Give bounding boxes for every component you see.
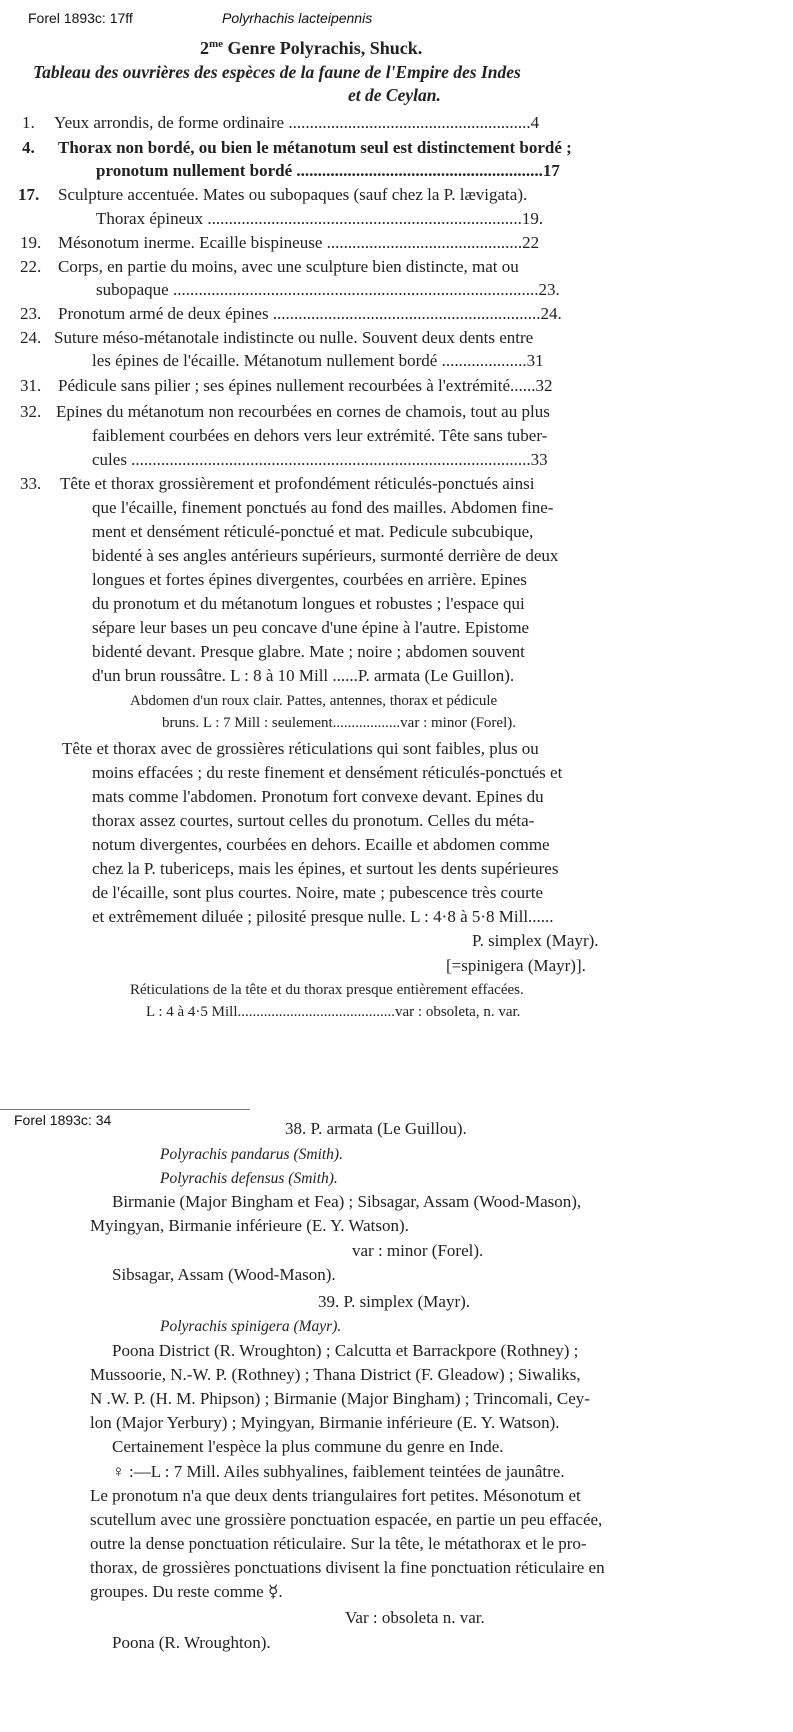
simplex-localities: Mussoorie, N.-W. P. (Rothney) ; Thana District (F. Gleadow) ; Siwaliks, [90, 1365, 581, 1384]
key-num: 17. [18, 185, 40, 204]
key-line: du pronotum et du métanotum longues et robustes ; l'espace qui [92, 594, 525, 613]
key-line: Epines du métanotum non recourbées en cornes de chamois, tout au plus [56, 402, 550, 421]
var-obsoleta-line2: L : 4 à 4·5 Mill..........................................var : obsoleta, n. var. [146, 1004, 521, 1020]
key-num: 24. [20, 328, 42, 347]
simplex-line: Tête et thorax avec de grossières réticulations qui sont faibles, plus ou [62, 739, 539, 758]
genus-title: $2^{me}$ Genre Polyrachis, Shuck. [200, 38, 423, 58]
simplex-heading: 39. P. simplex (Mayr). [318, 1292, 471, 1311]
simplex-line: mats comme l'abdomen. Pronotum fort convexe devant. Epines du [92, 787, 544, 806]
key-line: Thorax non bordé, ou bien le métanotum seul est distinctement bordé ; [58, 138, 572, 157]
female-description: thorax, de grossières ponctuations divisent la fine ponctuation réticulaire en [90, 1558, 605, 1577]
minor-locality: Sibsagar, Assam (Wood-Mason). [112, 1265, 336, 1284]
key-line: cules ..............................................................................................33 [92, 450, 548, 469]
var-minor-line1: Abdomen d'un roux clair. Pattes, antennes, thorax et pédicule [130, 693, 498, 709]
female-description: ♀ :—L : 7 Mill. Ailes subhyalines, faiblement teintées de jaunâtre. [112, 1462, 565, 1481]
female-description: outre la dense ponctuation réticulaire. Sur la tête, le métathorax et le pro- [90, 1534, 587, 1553]
table-title-line1: Tableau des ouvrières des espèces de la faune de l'Empire des Indes [33, 62, 521, 82]
key-num: 32. [20, 402, 42, 421]
key-line: Suture méso-métanotale indistincte ou nulle. Souvent deux dents entre [54, 328, 534, 347]
key-line: pronotum nullement bordé ..........................................................17 [96, 161, 560, 180]
key-line: d'un brun roussâtre. L : 8 à 10 Mill ......P. armata (Le Guillon). [92, 666, 515, 685]
key-line: bidenté à ses angles antérieurs supérieurs, surmonté derrière de deux [92, 546, 559, 565]
key-line: Sculpture accentuée. Mates ou subopaques (sauf chez la P. lævigata). [58, 185, 528, 204]
key-line: Thorax épineux ..........................................................................19. [96, 209, 544, 228]
key-num: 4. [22, 138, 35, 157]
species-name: Polyrhachis lacteipennis [222, 10, 373, 26]
table-title-line2: et de Ceylan. [348, 85, 441, 105]
key-line: subopaque ......................................................................................23. [96, 280, 560, 299]
key-line: Pédicule sans pilier ; ses épines nullement recourbées à l'extrémité......32 [58, 376, 553, 395]
key-line: que l'écaille, finement ponctués au fond des mailles. Abdomen fine- [92, 498, 554, 517]
simplex-line: moins effacées ; du reste finement et densément réticulés-ponctués et [92, 763, 563, 782]
key-num: 19. [20, 233, 42, 252]
simplex-localities: lon (Major Yerbury) ; Myingyan, Birmanie inférieure (E. Y. Watson). [90, 1413, 560, 1432]
key-num: 22. [20, 257, 42, 276]
armata-localities: Birmanie (Major Bingham et Fea) ; Sibsagar, Assam (Wood-Mason), [112, 1192, 582, 1211]
var-obsoleta-line1: Réticulations de la tête et du thorax presque entièrement effacées. [130, 982, 524, 998]
simplex-synonym: [=spinigera (Mayr)]. [446, 956, 586, 975]
synonym: Polyrachis pandarus (Smith). [160, 1146, 343, 1163]
key-line: Yeux arrondis, de forme ordinaire .........................................................4 [54, 113, 540, 132]
simplex-line: thorax assez courtes, surtout celles du pronotum. Celles du méta- [92, 811, 535, 830]
source-reference: Forel 1893c: 17ff [28, 10, 133, 26]
simplex-line: notum divergentes, courbées en dehors. Ecaille et abdomen comme [92, 835, 550, 854]
section-divider [0, 1109, 250, 1110]
var-minor-line2: bruns. L : 7 Mill : seulement..................var : minor (Forel). [162, 715, 516, 731]
simplex-line: chez la P. tubericeps, mais les épines, et surtout les dents supérieures [92, 859, 559, 878]
synonym: Polyrachis defensus (Smith). [160, 1170, 338, 1187]
second-source-reference: Forel 1893c: 34 [14, 1112, 112, 1128]
key-line: Tête et thorax grossièrement et profondément réticulés-ponctués ainsi [60, 474, 535, 493]
female-description: scutellum avec une grossière ponctuation espacée, en partie un peu effacée, [90, 1510, 603, 1529]
female-description: Le pronotum n'a que deux dents triangulaires fort petites. Mésonotum et [90, 1486, 581, 1505]
key-line: bidenté devant. Presque glabre. Mate ; noire ; abdomen souvent [92, 642, 525, 661]
simplex-line: et extrêmement diluée ; pilosité presque nulle. L : 4·8 à 5·8 Mill...... [92, 907, 554, 926]
simplex-name: P. simplex (Mayr). [472, 931, 599, 950]
obsoleta-locality: Poona (R. Wroughton). [112, 1633, 271, 1652]
key-line: Mésonotum inerme. Ecaille bispineuse ..............................................22 [58, 233, 540, 252]
simplex-localities: Poona District (R. Wroughton) ; Calcutta et Barrackpore (Rothney) ; [112, 1341, 579, 1360]
common-note: Certainement l'espèce la plus commune du genre en Inde. [112, 1437, 504, 1456]
key-line: ment et densément réticulé-ponctué et mat. Pedicule subcubique, [92, 522, 534, 541]
key-num: 31. [20, 376, 42, 395]
key-line: longues et fortes épines divergentes, courbées en arrière. Epines [92, 570, 527, 589]
female-description: groupes. Du reste comme ☿. [90, 1582, 283, 1601]
key-line: les épines de l'écaille. Métanotum nullement bordé ....................31 [92, 351, 544, 370]
key-line: sépare leur bases un peu concave d'une épine à l'autre. Epistome [92, 618, 530, 637]
simplex-line: de l'écaille, sont plus courtes. Noire, mate ; pubescence très courte [92, 883, 544, 902]
var-obsoleta-heading: Var : obsoleta n. var. [345, 1608, 485, 1627]
key-num: 33. [20, 474, 42, 493]
armata-localities: Myingyan, Birmanie inférieure (E. Y. Watson). [90, 1216, 409, 1235]
key-line: faiblement courbées en dehors vers leur extrémité. Tête sans tuber- [92, 426, 548, 445]
key-line: Pronotum armé de deux épines ...............................................................24. [58, 304, 562, 323]
armata-heading: 38. P. armata (Le Guillou). [285, 1119, 467, 1138]
var-minor-heading: var : minor (Forel). [352, 1241, 484, 1260]
key-line: Corps, en partie du moins, avec une sculpture bien distincte, mat ou [58, 257, 519, 276]
key-num: 1. [22, 113, 35, 132]
key-num: 23. [20, 304, 42, 323]
synonym: Polyrachis spinigera (Mayr). [160, 1318, 342, 1335]
simplex-localities: N .W. P. (H. M. Phipson) ; Birmanie (Major Bingham) ; Trincomali, Cey- [90, 1389, 590, 1408]
